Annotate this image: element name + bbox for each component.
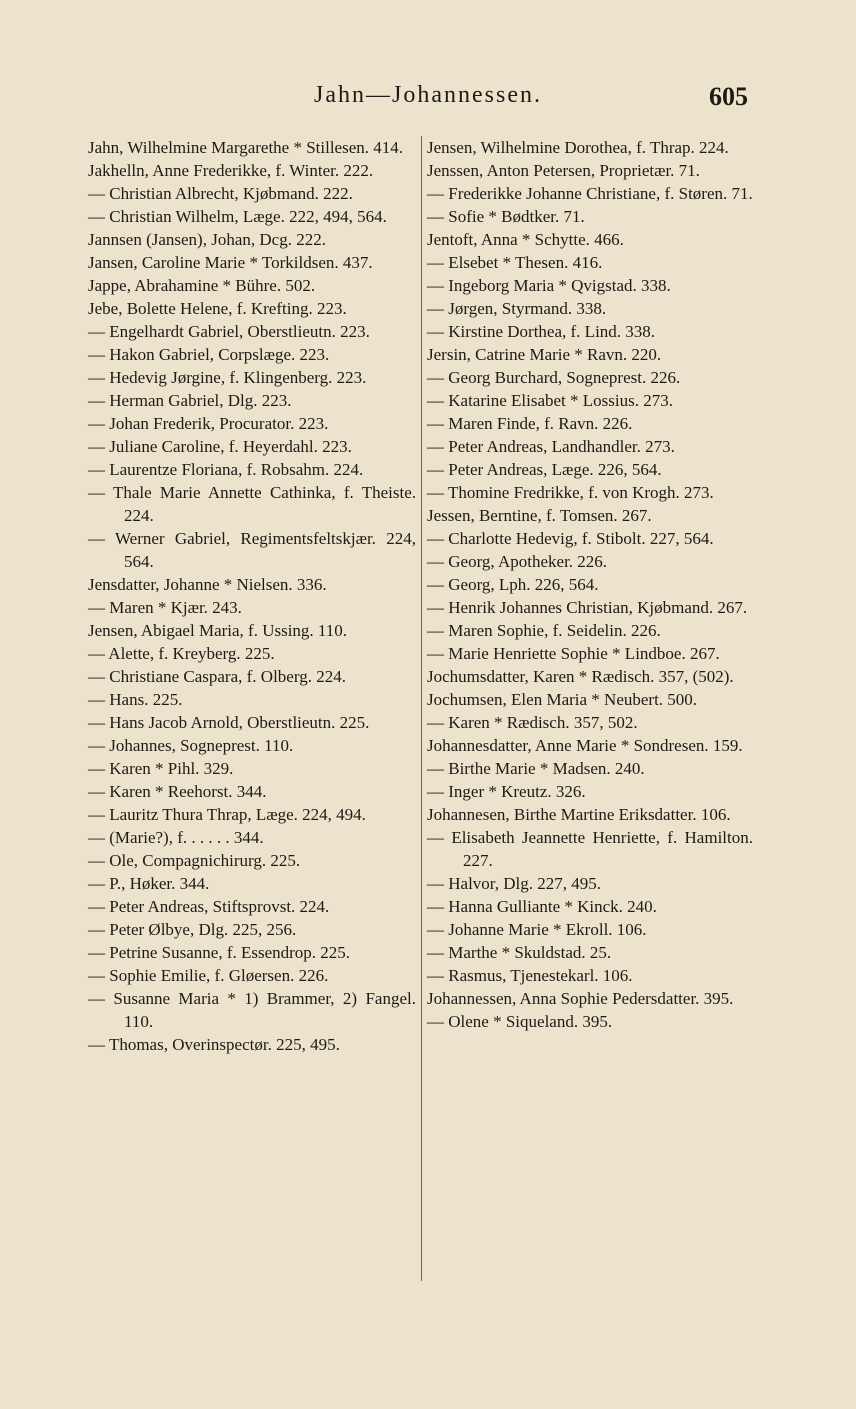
index-entry: Jochumsdatter, Karen * Rædisch. 357, (502). xyxy=(427,667,734,686)
index-entry: Jakhelln, Anne Frederikke, f. Winter. 222. xyxy=(88,161,374,180)
index-entry: Jensdatter, Johanne * Nielsen. 336. xyxy=(88,575,327,594)
index-entry: — Hans Jacob Arnold, Oberstlieutn. 225. xyxy=(88,713,370,732)
index-entry: Jannsen (Jansen), Johan, Dcg. 222. xyxy=(88,230,326,249)
index-entry: — Kirstine Dorthea, f. Lind. 338. xyxy=(427,322,656,341)
left-column xyxy=(88,136,416,1056)
index-entry: — Hedevig Jørgine, f. Klingenberg. 223. xyxy=(88,368,367,387)
index-entry: — Olene * Siqueland. 395. xyxy=(427,1012,613,1031)
index-entry: — Peter Ølbye, Dlg. 225, 256. xyxy=(88,920,297,939)
index-entry: — Rasmus, Tjenestekarl. 106. xyxy=(427,966,633,985)
index-entry: — Juliane Caroline, f. Heyerdahl. 223. xyxy=(88,437,352,456)
index-entry: — Peter Andreas, Landhandler. 273. xyxy=(427,437,675,456)
page-number: 605 xyxy=(709,82,748,111)
index-entry: Johannessen, Anna Sophie Pedersdatter. 395. xyxy=(427,989,734,1008)
index-entry: Jochumsen, Elen Maria * Neubert. 500. xyxy=(427,690,698,709)
index-entry: — Jørgen, Styrmand. 338. xyxy=(427,299,607,318)
index-entry: Johannesen, Birthe Martine Eriksdatter. 106. xyxy=(427,805,731,824)
index-entry: — Charlotte Hedevig, f. Stibolt. 227, 564. xyxy=(427,529,714,548)
index-entry: — Maren Finde, f. Ravn. 226. xyxy=(427,414,633,433)
index-entry: — Maren * Kjær. 243. xyxy=(88,598,242,617)
index-entry: Jahn, Wilhelmine Margarethe * Stillesen. 414. xyxy=(88,138,404,157)
index-entry: — Marie Henriette Sophie * Lindboe. 267. xyxy=(427,644,720,663)
index-entry: — Elsebet * Thesen. 416. xyxy=(427,253,603,272)
index-entry: — Birthe Marie * Madsen. 240. xyxy=(427,759,645,778)
index-entry: — Susanne Maria * 1) Brammer, 2) Fangel. 110. xyxy=(88,989,416,1031)
index-entry: — Hans. 225. xyxy=(88,690,183,709)
index-entry: — Johan Frederik, Procurator. 223. xyxy=(88,414,329,433)
index-entry: Johannesdatter, Anne Marie * Sondresen. 159. xyxy=(427,736,743,755)
index-entry: — Herman Gabriel, Dlg. 223. xyxy=(88,391,292,410)
index-entry: — Christian Albrecht, Kjøbmand. 222. xyxy=(88,184,353,203)
index-entry: — Christian Wilhelm, Læge. 222, 494, 564. xyxy=(88,207,387,226)
index-entry: — Lauritz Thura Thrap, Læge. 224, 494. xyxy=(88,805,366,824)
index-entry: Jentoft, Anna * Schytte. 466. xyxy=(427,230,624,249)
index-entry: — Christiane Caspara, f. Olberg. 224. xyxy=(88,667,346,686)
index-entry: — Laurentze Floriana, f. Robsahm. 224. xyxy=(88,460,364,479)
index-entry: — Peter Andreas, Læge. 226, 564. xyxy=(427,460,662,479)
index-entry: — Sophie Emilie, f. Gløersen. 226. xyxy=(88,966,329,985)
index-entry: — Johannes, Sogneprest. 110. xyxy=(88,736,294,755)
index-entry: Jenssen, Anton Petersen, Proprietær. 71. xyxy=(427,161,700,180)
running-title: Jahn—Johannessen. xyxy=(314,82,542,108)
index-entry: — Thomine Fredrikke, f. von Krogh. 273. xyxy=(427,483,714,502)
index-entry: — Thomas, Overinspectør. 225, 495. xyxy=(88,1035,340,1054)
right-column xyxy=(427,136,753,1033)
index-entry: — Maren Sophie, f. Seidelin. 226. xyxy=(427,621,661,640)
index-entry: Jensen, Abigael Maria, f. Ussing. 110. xyxy=(88,621,348,640)
index-entry: — Ole, Compagnichirurg. 225. xyxy=(88,851,301,870)
page-header xyxy=(0,82,856,122)
index-entry: Jensen, Wilhelmine Dorothea, f. Thrap. 224. xyxy=(427,138,729,157)
index-entry: — Georg, Lph. 226, 564. xyxy=(427,575,599,594)
index-entry: — Johanne Marie * Ekroll. 106. xyxy=(427,920,647,939)
index-entry: — Inger * Kreutz. 326. xyxy=(427,782,586,801)
index-entry: — Karen * Reehorst. 344. xyxy=(88,782,267,801)
index-entry: — Frederikke Johanne Christiane, f. Støren. 71. xyxy=(427,184,753,203)
index-entry: — Hanna Gulliante * Kinck. 240. xyxy=(427,897,657,916)
index-entry: Jebe, Bolette Helene, f. Krefting. 223. xyxy=(88,299,347,318)
index-entry: — (Marie?), f. . . . . . 344. xyxy=(88,828,264,847)
index-entry: — Werner Gabriel, Regimentsfeltskjær. 224, 564. xyxy=(88,529,416,571)
index-entry: — Karen * Rædisch. 357, 502. xyxy=(427,713,638,732)
index-entry: — Petrine Susanne, f. Essendrop. 225. xyxy=(88,943,351,962)
index-entry: — Karen * Pihl. 329. xyxy=(88,759,234,778)
index-entry: Jessen, Berntine, f. Tomsen. 267. xyxy=(427,506,652,525)
index-entry: Jansen, Caroline Marie * Torkildsen. 437. xyxy=(88,253,373,272)
index-entry: — Henrik Johannes Christian, Kjøbmand. 267. xyxy=(427,598,748,617)
index-entry: Jersin, Catrine Marie * Ravn. 220. xyxy=(427,345,662,364)
index-entry: — Alette, f. Kreyberg. 225. xyxy=(88,644,275,663)
index-entry: — Marthe * Skuldstad. 25. xyxy=(427,943,612,962)
index-entry: — Katarine Elisabet * Lossius. 273. xyxy=(427,391,673,410)
index-entry: — Thale Marie Annette Cathinka, f. Theiste. 224. xyxy=(88,483,416,525)
index-entry: — P., Høker. 344. xyxy=(88,874,210,893)
column-divider xyxy=(421,136,422,1281)
index-entry: — Engelhardt Gabriel, Oberstlieutn. 223. xyxy=(88,322,370,341)
index-entry: — Ingeborg Maria * Qvigstad. 338. xyxy=(427,276,671,295)
index-entry: — Georg Burchard, Sogneprest. 226. xyxy=(427,368,681,387)
index-entry: — Halvor, Dlg. 227, 495. xyxy=(427,874,602,893)
index-entry: — Hakon Gabriel, Corpslæge. 223. xyxy=(88,345,330,364)
index-entry: Jappe, Abrahamine * Bühre. 502. xyxy=(88,276,316,295)
index-entry: — Georg, Apotheker. 226. xyxy=(427,552,608,571)
index-entry: — Elisabeth Jeannette Henriette, f. Hamilton. 227. xyxy=(427,828,753,870)
index-entry: — Peter Andreas, Stiftsprovst. 224. xyxy=(88,897,330,916)
index-entry: — Sofie * Bødtker. 71. xyxy=(427,207,585,226)
